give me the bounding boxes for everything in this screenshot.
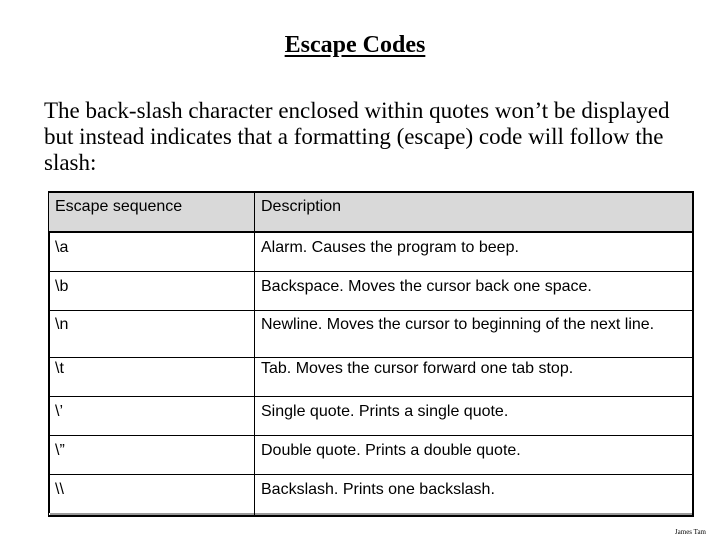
table-row (49, 357, 693, 396)
description-cell: Double quote. Prints a double quote. (255, 435, 693, 474)
description-cell: Single quote. Prints a single quote. (255, 396, 693, 435)
description-cell: Newline. Moves the cursor to beginning of the next line. (255, 310, 693, 357)
escape-code-cell: \\ (49, 474, 255, 516)
table-row (49, 474, 693, 516)
table-row (49, 396, 693, 435)
page-title: Escape Codes (284, 32, 426, 58)
table-row (49, 232, 693, 271)
escape-code-cell: \b (49, 271, 255, 310)
escape-code-cell: \a (49, 232, 255, 271)
escape-code-cell: \t (49, 357, 255, 396)
intro-paragraph: The back-slash character enclosed within quotes won’t be displayed but instead indicates that a formatting (escape) code will follow the slash: (44, 98, 670, 175)
header-description: Description (255, 192, 693, 232)
table-header-row (49, 192, 693, 232)
author-footer: James Tam (674, 528, 706, 536)
escape-codes-table (48, 191, 692, 513)
table-row (49, 435, 693, 474)
escape-code-cell: \” (49, 435, 255, 474)
escape-table (48, 191, 694, 517)
description-cell: Alarm. Causes the program to beep. (255, 232, 693, 271)
description-cell: Backslash. Prints one backslash. (255, 474, 693, 516)
escape-code-cell: \’ (49, 396, 255, 435)
escape-code-cell: \n (49, 310, 255, 357)
table-row (49, 271, 693, 310)
header-escape-sequence: Escape sequence (49, 192, 255, 232)
table-row (49, 310, 693, 357)
description-cell: Tab. Moves the cursor forward one tab stop. (255, 357, 693, 396)
description-cell: Backspace. Moves the cursor back one space. (255, 271, 693, 310)
